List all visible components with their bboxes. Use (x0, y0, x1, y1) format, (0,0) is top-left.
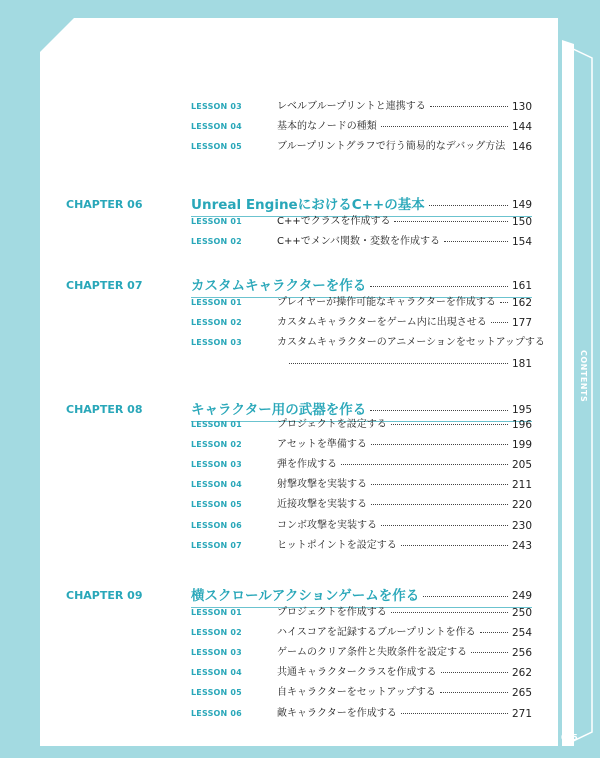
toc-lesson-row (0, 683, 600, 703)
toc-page-number: 271 (511, 708, 532, 720)
toc-lesson-row (0, 333, 600, 353)
lesson-number: LESSON 07 (191, 541, 242, 550)
toc-lesson-row (0, 313, 600, 333)
toc-page-number: 161 (511, 280, 532, 292)
lesson-title: プロジェクトを作成する (277, 607, 387, 618)
toc-page-number: 196 (511, 419, 532, 431)
lesson-number: LESSON 04 (191, 480, 242, 489)
lesson-number: LESSON 02 (191, 628, 242, 637)
toc-page-number: 177 (511, 317, 532, 329)
leader-dots (289, 363, 508, 364)
lesson-title: 射撃攻撃を実装する (277, 479, 367, 490)
toc-page-number: 144 (511, 121, 532, 133)
toc-page-number: 154 (511, 236, 532, 248)
lesson-title: ヒットポイントを設定する (277, 540, 397, 551)
toc-page-number: 250 (511, 607, 532, 619)
chapter-title: キャラクター用の武器を作る (191, 402, 367, 418)
leader-dots (381, 126, 508, 127)
leader-dots (480, 632, 508, 633)
toc-page-number: 230 (511, 520, 532, 532)
leader-dots (381, 525, 508, 526)
lesson-title: ハイスコアを記録するブループリントを作る (277, 627, 476, 638)
leader-dots (370, 286, 508, 287)
side-tab-label: CONTENTS (579, 350, 588, 403)
toc-lesson-row (0, 663, 600, 683)
chapter-title: 横スクロールアクションゲームを作る (191, 588, 420, 604)
toc-lesson-row (0, 643, 600, 663)
chapter-title: カスタムキャラクターを作る (191, 278, 367, 294)
leader-dots (423, 596, 508, 597)
toc-lesson-row (0, 704, 600, 724)
toc-page-number: 162 (511, 297, 532, 309)
toc-page-number: 150 (511, 216, 532, 228)
toc-lesson-row (0, 536, 600, 556)
lesson-title: 近接攻撃を実装する (277, 499, 367, 510)
toc-lesson-row (0, 232, 600, 252)
toc-lesson-row (0, 516, 600, 536)
lesson-number: LESSON 02 (191, 440, 242, 449)
toc-lesson-row (0, 212, 600, 232)
toc-page-number: 256 (511, 647, 532, 659)
leader-dots (371, 504, 508, 505)
lesson-number: LESSON 01 (191, 298, 242, 307)
toc-lesson-row (0, 623, 600, 643)
toc-page-number: 220 (511, 499, 532, 511)
leader-dots (440, 692, 508, 693)
toc-lesson-row (0, 603, 600, 623)
toc-page-number: 149 (511, 199, 532, 211)
chapter-number: CHAPTER 07 (66, 279, 143, 292)
toc-page-number: 243 (511, 540, 532, 552)
lesson-number: LESSON 03 (191, 460, 242, 469)
leader-dots (401, 545, 508, 546)
chapter-title: Unreal EngineにおけるC++の基本 (191, 197, 425, 213)
leader-dots (401, 713, 508, 714)
lesson-number: LESSON 04 (191, 668, 242, 677)
toc-lesson-row (0, 455, 600, 475)
leader-dots (429, 205, 508, 206)
lesson-title: 共通キャラクタークラスを作成する (277, 667, 437, 678)
toc-page-number: 211 (511, 479, 532, 491)
lesson-title: ゲームのクリア条件と失敗条件を設定する (277, 647, 467, 658)
lesson-number: LESSON 05 (191, 142, 242, 151)
lesson-number: LESSON 06 (191, 521, 242, 530)
leader-dots (471, 652, 508, 653)
toc-lesson-row (0, 97, 600, 117)
toc-page-number: 265 (511, 687, 532, 699)
toc-lesson-row (0, 293, 600, 313)
toc-lesson-row (0, 354, 600, 374)
leader-dots (430, 106, 508, 107)
leader-dots (444, 241, 508, 242)
lesson-number: LESSON 06 (191, 709, 242, 718)
toc-page-number: 205 (511, 459, 532, 471)
toc-lesson-row (0, 137, 600, 157)
leader-dots (441, 672, 508, 673)
lesson-number: LESSON 04 (191, 122, 242, 131)
toc-lesson-row (0, 117, 600, 137)
lesson-title: 基本的なノードの種類 (277, 121, 377, 132)
lesson-number: LESSON 01 (191, 420, 242, 429)
lesson-title: コンボ攻撃を実装する (277, 520, 377, 531)
leader-dots (370, 410, 508, 411)
toc-page-number: 195 (511, 404, 532, 416)
lesson-number: LESSON 03 (191, 648, 242, 657)
lesson-title: プロジェクトを設定する (277, 419, 387, 430)
leader-dots (391, 612, 508, 613)
lesson-title: アセットを準備する (277, 439, 367, 450)
lesson-number: LESSON 02 (191, 237, 242, 246)
lesson-number: LESSON 05 (191, 500, 242, 509)
leader-dots (391, 424, 508, 425)
toc-page-number: 181 (511, 358, 532, 370)
toc-lesson-row (0, 415, 600, 435)
lesson-title: ブループリントグラフで行う簡易的なデバッグ方法 (277, 141, 506, 152)
lesson-number: LESSON 03 (191, 338, 242, 347)
toc-page-number: 199 (511, 439, 532, 451)
toc-page-number: 146 (511, 141, 532, 153)
toc-page-number: 130 (511, 101, 532, 113)
lesson-number: LESSON 01 (191, 217, 242, 226)
lesson-title: 弾を作成する (277, 459, 337, 470)
lesson-title: C++でメンバ関数・変数を作成する (277, 236, 441, 247)
toc-page-number: 249 (511, 590, 532, 602)
lesson-title: レベルブループリントと連携する (277, 101, 426, 112)
toc-page-number: 262 (511, 667, 532, 679)
leader-dots (394, 221, 508, 222)
chapter-number: CHAPTER 08 (66, 403, 143, 416)
chapter-number: CHAPTER 09 (66, 589, 143, 602)
lesson-title: 自キャラクターをセットアップする (277, 687, 436, 698)
leader-dots (371, 484, 508, 485)
toc-page-number: 254 (511, 627, 532, 639)
leader-dots (371, 444, 508, 445)
lesson-number: LESSON 05 (191, 688, 242, 697)
lesson-number: LESSON 02 (191, 318, 242, 327)
page-number: 005 (561, 733, 578, 742)
leader-dots (491, 322, 508, 323)
lesson-title: カスタムキャラクターのアニメーションをセットアップする (277, 337, 545, 348)
toc-lesson-row (0, 495, 600, 515)
lesson-title: カスタムキャラクターをゲーム内に出現させる (277, 317, 487, 328)
lesson-title: プレイヤーが操作可能なキャラクターを作成する (277, 297, 496, 308)
leader-dots (500, 302, 508, 303)
leader-dots (341, 464, 508, 465)
lesson-number: LESSON 03 (191, 102, 242, 111)
lesson-title: 敵キャラクターを作成する (277, 708, 397, 719)
toc-lesson-row (0, 475, 600, 495)
lesson-number: LESSON 01 (191, 608, 242, 617)
lesson-title: C++でクラスを作成する (277, 216, 391, 227)
toc-lesson-row (0, 435, 600, 455)
chapter-number: CHAPTER 06 (66, 198, 143, 211)
